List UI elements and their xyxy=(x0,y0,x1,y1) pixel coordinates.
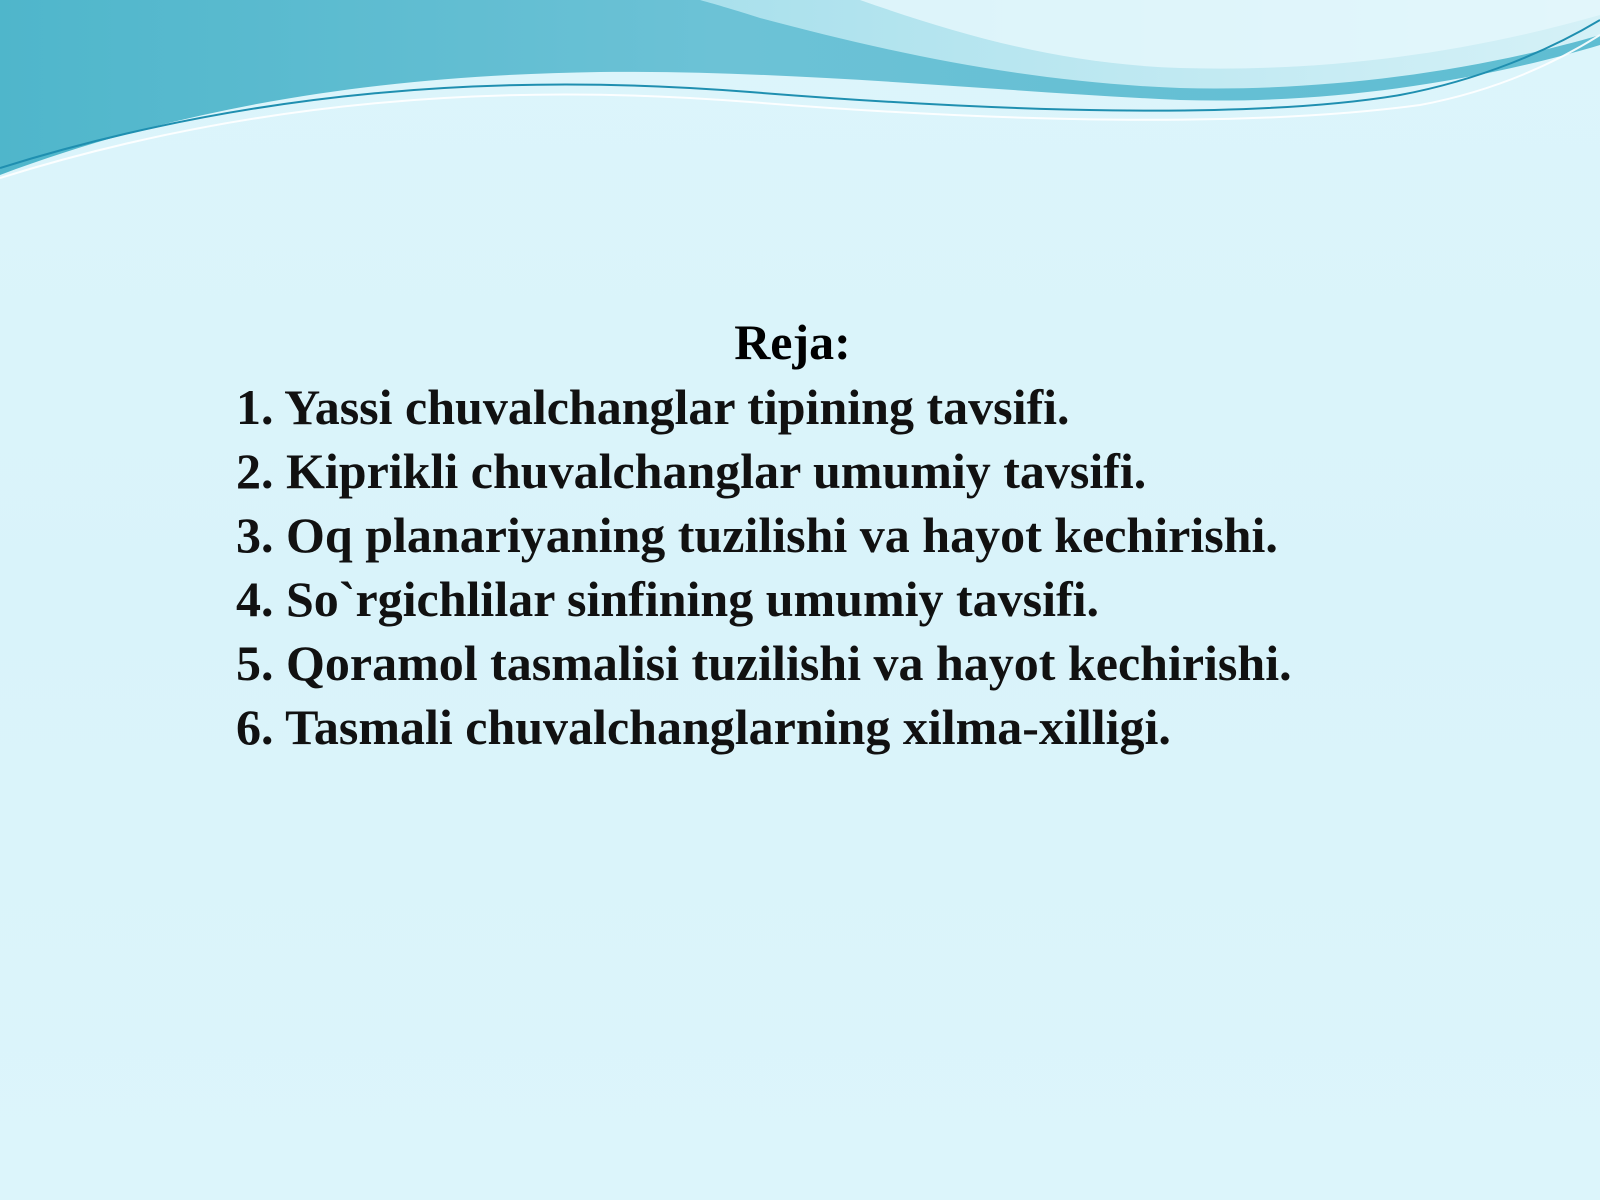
plan-item: 5. Qoramol tasmalisi tuzilishi va hayot kechirishi. xyxy=(236,635,1292,691)
plan-item: 3. Oq planariyaning tuzilishi va hayot kechirishi. xyxy=(236,507,1278,563)
slide-title: Reja: xyxy=(734,314,851,370)
plan-item: 4. So`rgichlilar sinfining umumiy tavsifi. xyxy=(236,571,1100,627)
plan-item: 1. Yassi chuvalchanglar tipining tavsifi. xyxy=(236,379,1070,435)
plan-item: 6. Tasmali chuvalchanglarning xilma-xilligi. xyxy=(236,699,1171,755)
plan-item: 2. Kiprikli chuvalchanglar umumiy tavsifi. xyxy=(236,443,1147,499)
plan-list xyxy=(236,375,1292,759)
